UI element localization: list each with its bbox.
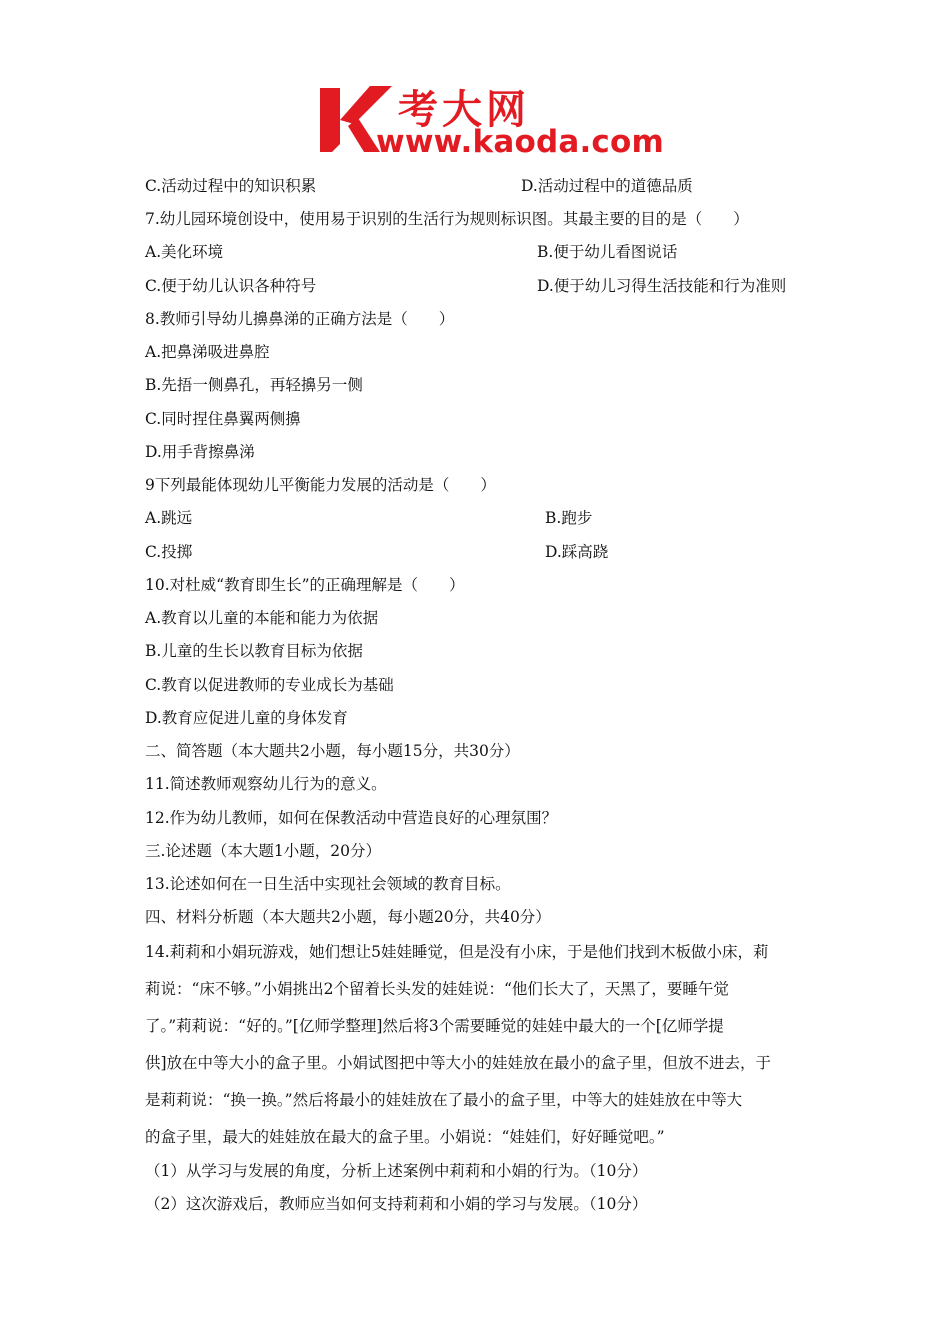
q14-sub-2: （2）这次游戏后，教师应当如何支持莉莉和小娟的学习与发展。（10分） [145,1195,648,1213]
q14-line: 莉说：“床不够。”小娟挑出2个留着长头发的娃娃说：“他们长大了，天黑了，要睡午觉 [145,980,729,998]
kaoda-logo [318,80,665,160]
section4-heading: 四、材料分析题（本大题共2小题，每小题20分，共40分） [145,908,551,926]
q14-line: 的盒子里，最大的娃娃放在最大的盒子里。小娟说：“娃娃们，好好睡觉吧。” [145,1128,665,1146]
q14-line: 是莉莉说：“换一换。”然后将最小的娃娃放在了最小的盒子里，中等大的娃娃放在中等大 [145,1091,743,1109]
q6-option-d: D.活动过程中的道德品质 [521,177,693,195]
logo-url: www.kaoda.com [376,124,665,160]
q9-option-c: C.投掷 [145,543,193,561]
q9-option-a: A.跳远 [145,509,193,527]
q6-option-c: C.活动过程中的知识积累 [145,177,317,195]
q14-line: 14.莉莉和小娟玩游戏，她们想让5娃娃睡觉，但是没有小床，于是他们找到木板做小床，莉 [145,943,769,961]
q13-text: 13.论述如何在一日生活中实现社会领域的教育目标。 [145,875,511,893]
q8-option-a: A.把鼻涕吸进鼻腔 [145,343,270,361]
q10-option-b: B.儿童的生长以教育目标为依据 [145,642,363,660]
section2-heading: 二、简答题（本大题共2小题，每小题15分，共30分） [145,742,520,760]
q7-stem: 7.幼儿园环境创设中，使用易于识别的生活行为规则标识图。其最主要的目的是（ ） [145,210,749,228]
q10-option-d: D.教育应促进儿童的身体发育 [145,709,348,727]
q7-option-a: A.美化环境 [145,243,224,261]
q14-line: 了。”莉莉说：“好的。”[亿师学整理]然后将3个需要睡觉的娃娃中最大的一个[亿师学提 [145,1017,724,1035]
q7-option-d: D.便于幼儿习得生活技能和行为准则 [537,277,787,295]
q8-stem: 8.教师引导幼儿擤鼻涕的正确方法是（ ） [145,310,455,328]
q9-option-d: D.踩高跷 [545,543,609,561]
q7-option-b: B.便于幼儿看图说话 [537,243,678,261]
q9-stem: 9下列最能体现幼儿平衡能力发展的活动是（ ） [145,476,496,494]
q10-option-c: C.教育以促进教师的专业成长为基础 [145,676,394,694]
q9-option-b: B.跑步 [545,509,593,527]
q12-text: 12.作为幼儿教师，如何在保教活动中营造良好的心理氛围？ [145,809,558,827]
q10-stem: 10.对杜威“教育即生长”的正确理解是（ ） [145,576,465,594]
q7-option-c: C.便于幼儿认识各种符号 [145,277,317,295]
logo-brand-name: 考大网 [398,87,530,133]
q11-text: 11.简述教师观察幼儿行为的意义。 [145,775,387,793]
section3-heading: 三.论述题（本大题1小题，20分） [145,842,382,860]
q14-sub-1: （1）从学习与发展的角度，分析上述案例中莉莉和小娟的行为。（10分） [145,1162,648,1180]
q10-option-a: A.教育以儿童的本能和能力为依据 [145,609,379,627]
q8-option-b: B.先捂一侧鼻孔，再轻擤另一侧 [145,376,363,394]
q14-line: 供]放在中等大小的盒子里。小娟试图把中等大小的娃娃放在最小的盒子里，但放不进去，于 [145,1054,772,1072]
q8-option-d: D.用手背擦鼻涕 [145,443,255,461]
q8-option-c: C.同时捏住鼻翼两侧擤 [145,410,301,428]
